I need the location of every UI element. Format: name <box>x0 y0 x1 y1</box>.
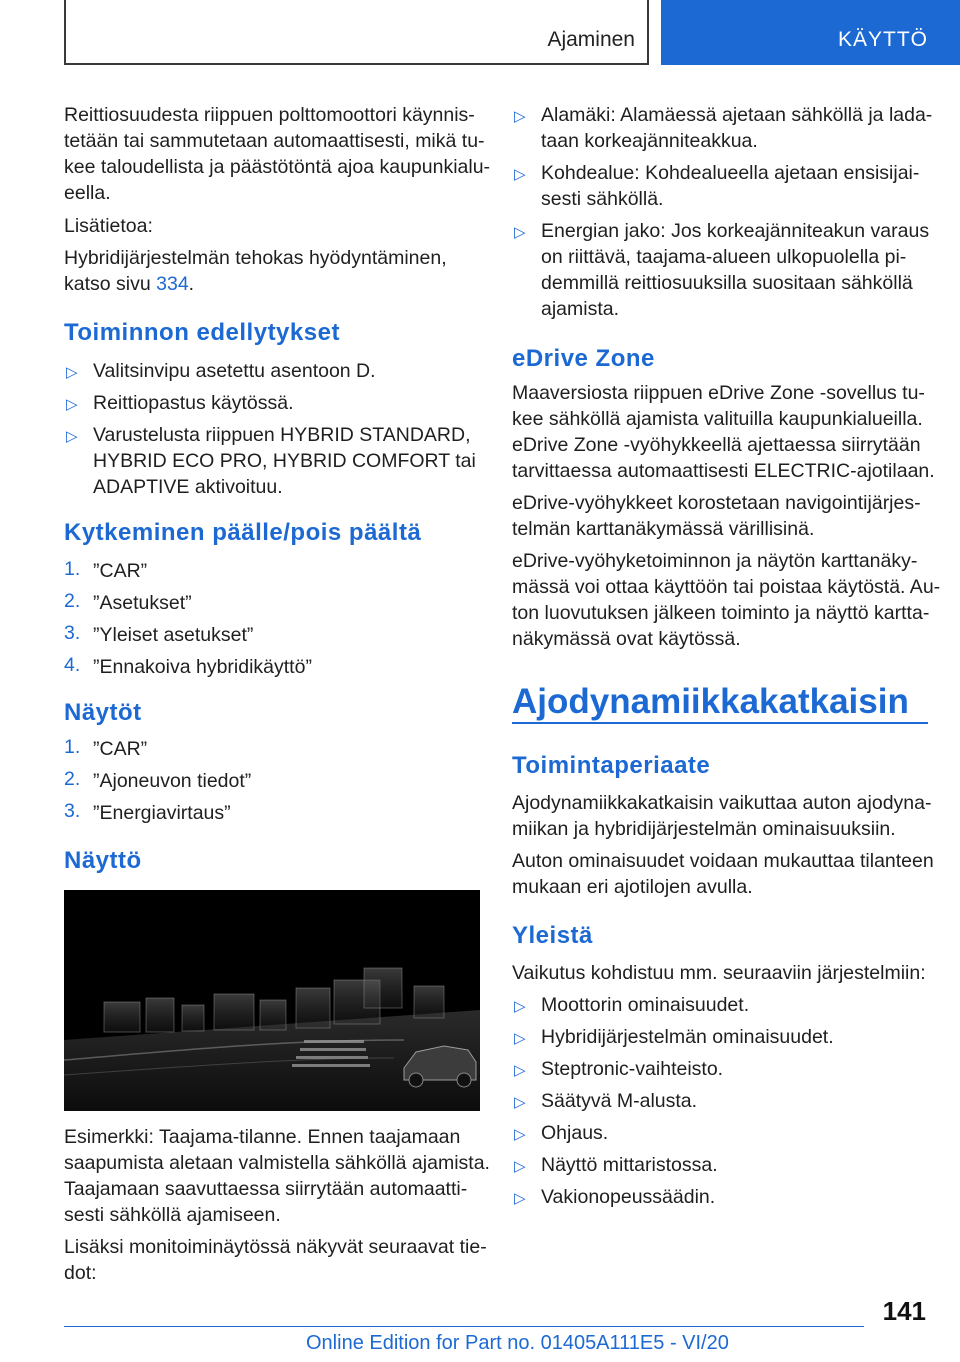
yleista-item-5: Ohjaus. <box>541 1122 609 1144</box>
yleista-item-3: Steptronic-vaihteisto. <box>541 1058 724 1080</box>
caption-line-2: saapumista aletaan valmistella sähköllä ajamista. <box>64 1152 490 1174</box>
periaate-p1-line-2: miikan ja hybridijärjestelmän ominaisuuksiin. <box>512 818 896 840</box>
yleista-item-2: Hybridijärjestelmän ominaisuudet. <box>541 1026 834 1048</box>
heading-edrive-zone: eDrive Zone <box>512 345 655 372</box>
step-number: 2. <box>64 590 81 612</box>
bullet-icon: ▷ <box>514 224 526 241</box>
reference-line-2 <box>64 271 194 297</box>
step-number: 1. <box>64 736 81 758</box>
intro-line-1: Reittiosuudesta riippuen polttomoottori käynnis- <box>64 104 475 126</box>
bullet-icon: ▷ <box>514 998 526 1015</box>
bullet-icon: ▷ <box>514 1062 526 1079</box>
mode-1-line-2: taan korkeajänniteakkua. <box>541 130 758 152</box>
heading-underline <box>512 722 928 724</box>
mode-2-line-2: sesti sähköllä. <box>541 188 664 210</box>
lisaksi-line-1: Lisäksi monitoiminäytössä näkyvät seuraavat tie- <box>64 1236 487 1258</box>
heading-naytto: Näyttö <box>64 847 142 874</box>
edrive-p1-line-1: Maaversiosta riippuen eDrive Zone -sovellus tu- <box>512 382 925 404</box>
mode-3-line-1: Energian jako: Jos korkeajänniteakun varaus <box>541 220 930 242</box>
mode-1-line-1: Alamäki: Alamäessä ajetaan sähköllä ja lada- <box>541 104 933 126</box>
header-chapter-box <box>661 0 960 65</box>
lisatietoa-label: Lisätietoa: <box>64 215 153 237</box>
periaate-p2-line-1: Auton ominaisuudet voidaan mukauttaa tilanteen <box>512 850 934 872</box>
step-number: 1. <box>64 558 81 580</box>
step-number: 3. <box>64 800 81 822</box>
bullet-icon: ▷ <box>514 1190 526 1207</box>
header-section-label: Ajaminen <box>547 28 635 51</box>
edrive-p3-line-2: mässä voi ottaa käyttöön tai poistaa käytöstä. Au- <box>512 576 941 598</box>
edrive-p2-line-1: eDrive-vyöhykkeet korostetaan navigointijärjes- <box>512 492 921 514</box>
periaate-p2-line-2: mukaan eri ajotilojen avulla. <box>512 876 753 898</box>
page-number: 141 <box>882 1296 926 1326</box>
footer-rule <box>64 1326 864 1327</box>
header-section-box <box>64 0 649 65</box>
edrive-p1-line-2: kee sähköllä ajamista valituilla kaupunkialueilla. <box>512 408 923 430</box>
intro-line-2: tetään tai sammutetaan automaattisesti, mikä tu- <box>64 130 485 152</box>
intro-line-3: kee taloudellista ja päästötöntä ajoa kaupunkialu- <box>64 156 491 178</box>
page-link-334[interactable]: 334 <box>156 273 189 295</box>
naytot-step-1: ”CAR” <box>93 738 148 760</box>
yleista-item-7: Vakionopeussäädin. <box>541 1186 716 1208</box>
bullet-icon: ▷ <box>514 166 526 183</box>
bullet-icon: ▷ <box>514 1030 526 1047</box>
lisaksi-line-2: dot: <box>64 1262 97 1284</box>
step-number: 3. <box>64 622 81 644</box>
bullet-icon: ▷ <box>66 428 78 445</box>
edrive-p3-line-1: eDrive-vyöhyketoiminnon ja näytön karttanäky- <box>512 550 918 572</box>
caption-line-4: sesti sähköllä ajamiseen. <box>64 1204 281 1226</box>
mode-3-line-2: on riittävä, taajama-alueen ulkopuolella pi- <box>541 246 907 268</box>
edrive-p3-line-3: ton luovutuksen jälkeen toiminto ja näyttö kartta- <box>512 602 930 624</box>
edellytys-1: Valitsinvipu asetettu asentoon D. <box>93 360 376 382</box>
edrive-p1-line-4: tarvittaessa automaattisesti ELECTRIC-ajotilaan. <box>512 460 935 482</box>
heading-yleista: Yleistä <box>512 922 593 949</box>
kytkeminen-step-4: ”Ennakoiva hybridikäyttö” <box>93 656 312 678</box>
reference-line-1: Hybridijärjestelmän tehokas hyödyntäminen, <box>64 247 447 269</box>
step-number: 4. <box>64 654 81 676</box>
mode-3-line-3: demmillä reittiosuuksilla suositaan sähköllä <box>541 272 913 294</box>
bullet-icon: ▷ <box>514 108 526 125</box>
bullet-icon: ▷ <box>514 1126 526 1143</box>
heading-kytkeminen: Kytkeminen päälle/pois päältä <box>64 519 422 546</box>
bullet-icon: ▷ <box>66 364 78 381</box>
yleista-item-6: Näyttö mittaristossa. <box>541 1154 718 1176</box>
city-route-graphic <box>64 890 480 1111</box>
edrive-p1-line-3: eDrive Zone -vyöhykkeellä ajettaessa siirrytään <box>512 434 921 456</box>
bullet-icon: ▷ <box>514 1094 526 1111</box>
naytot-step-3: ”Energiavirtaus” <box>93 802 231 824</box>
edellytys-3-line-2: HYBRID ECO PRO, HYBRID COMFORT tai <box>93 450 476 472</box>
periaate-p1-line-1: Ajodynamiikkakatkaisin vaikuttaa auton ajodyna- <box>512 792 932 814</box>
edrive-p2-line-2: telmän karttanäkymässä värillisinä. <box>512 518 815 540</box>
intro-line-4: eella. <box>64 182 111 204</box>
step-number: 2. <box>64 768 81 790</box>
bullet-icon: ▷ <box>514 1158 526 1175</box>
hybrid-display-illustration <box>64 890 480 1111</box>
mode-2-line-1: Kohdealue: Kohdealueella ajetaan ensisijai- <box>541 162 920 184</box>
header-chapter-label: KÄYTTÖ <box>837 28 928 51</box>
edellytys-2: Reittiopastus käytössä. <box>93 392 294 414</box>
footer-edition-text: Online Edition for Part no. 01405A111E5 - VI/20 <box>306 1332 729 1354</box>
kytkeminen-step-2: ”Asetukset” <box>93 592 192 614</box>
reference-prefix: katso sivu <box>64 273 157 295</box>
edellytys-3-line-1: Varustelusta riippuen HYBRID STANDARD, <box>93 424 471 446</box>
bullet-icon: ▷ <box>66 396 78 413</box>
reference-suffix: . <box>188 273 195 295</box>
kytkeminen-step-3: ”Yleiset asetukset” <box>93 624 254 646</box>
heading-ajodynamiikkakatkaisin: Ajodynamiikkakatkaisin <box>512 682 909 721</box>
heading-toiminnon-edellytykset: Toiminnon edellytykset <box>64 319 340 346</box>
heading-toimintaperiaate: Toimintaperiaate <box>512 752 711 779</box>
edellytys-3-line-3: ADAPTIVE aktivoituu. <box>93 476 283 498</box>
caption-line-3: Taajamaan saavuttaessa siirrytään automaatti- <box>64 1178 468 1200</box>
heading-naytot: Näytöt <box>64 699 142 726</box>
mode-3-line-4: ajamista. <box>541 298 620 320</box>
yleista-intro: Vaikutus kohdistuu mm. seuraaviin järjestelmiin: <box>512 962 926 984</box>
naytot-step-2: ”Ajoneuvon tiedot” <box>93 770 252 792</box>
yleista-item-4: Säätyvä M-alusta. <box>541 1090 698 1112</box>
caption-line-1: Esimerkki: Taajama-tilanne. Ennen taajamaan <box>64 1126 461 1148</box>
edrive-p3-line-4: näkymässä ovat käytössä. <box>512 628 741 650</box>
kytkeminen-step-1: ”CAR” <box>93 560 148 582</box>
yleista-item-1: Moottorin ominaisuudet. <box>541 994 750 1016</box>
